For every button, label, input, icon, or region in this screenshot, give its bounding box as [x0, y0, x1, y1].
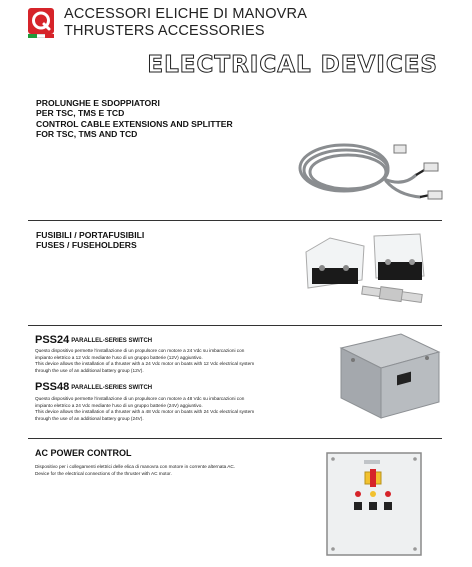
fuses-heading [36, 230, 144, 251]
product-label: PARALLEL-SERIES SWITCH [71, 385, 153, 391]
heading-line: CONTROL CABLE EXTENSIONS AND SPLITTER [36, 118, 233, 129]
description-line: Questo dispositivo permette l'installazione di un propulsore con motore a 24 Vdc su imbarcazioni con [35, 348, 245, 353]
ac-power-heading: AC POWER CONTROL [35, 448, 132, 458]
pss48-heading [35, 381, 152, 393]
description-line: Questo dispositivo permette l'installazione di un propulsore con motore a 48 Vdc su imbarcazioni con [35, 396, 245, 401]
description-line: Dispositivo per i collegamenti elettrici delle elica di manovra con motore in corrente alternata AC. [35, 464, 236, 469]
ac-power-control-image [324, 450, 424, 558]
heading-line: FOR TSC, TMS AND TCD [36, 129, 138, 140]
product-label: PARALLEL-SERIES SWITCH [71, 338, 153, 344]
section-divider [28, 220, 442, 221]
heading-line: FUSIBILI / PORTAFUSIBILI [36, 230, 145, 240]
description-line: impianto elettrico a 24 Vdc mediante l'uso di un gruppo batterie (24V) aggiuntivo. [35, 402, 203, 408]
description-line: through the use of an additional battery group (24V). [35, 415, 144, 421]
description-line: This device allows the installation of a thruster with a 48 Vdc motor on boats with 24 Vdc electrical system [35, 409, 255, 414]
brand-logo-icon [28, 8, 54, 34]
ac-power-description [35, 464, 305, 477]
description-line: impianto elettrico a 12 Vdc mediante l'uso di un gruppo batterie (12V) aggiuntivo. [35, 354, 203, 360]
fuseholder-image [300, 228, 448, 320]
pss48-description [35, 396, 305, 422]
italian-flag-icon [28, 34, 54, 38]
cable-extensions-heading [36, 98, 233, 140]
page-subtitle: THRUSTERS ACCESSORIES [64, 23, 265, 39]
section-divider [28, 438, 442, 439]
section-title: ELECTRICAL DEVICES [147, 52, 438, 78]
heading-line: FUSES / FUSEHOLDERS [36, 240, 137, 251]
description-line: through the use of an additional battery group (12V). [35, 367, 144, 373]
product-code: PSS24 [35, 334, 70, 346]
pss24-heading [35, 334, 152, 346]
parallel-series-switch-image [335, 330, 443, 422]
pss24-description [35, 348, 305, 374]
page-title: ACCESSORI ELICHE DI MANOVRA [64, 6, 308, 22]
section-divider [28, 325, 442, 326]
heading-line: PER TSC, TMS E TCD [36, 108, 125, 119]
product-code: PSS48 [35, 381, 70, 393]
description-line: Device for the electrical connections of the thruster with AC motor. [35, 470, 172, 476]
cable-extension-image [298, 135, 446, 215]
heading-line: PROLUNGHE E SDOPPIATORI [36, 98, 160, 108]
description-line: This device allows the installation of a thruster with a 24 Vdc motor on boats with 12 Vdc electrical system [35, 361, 255, 366]
